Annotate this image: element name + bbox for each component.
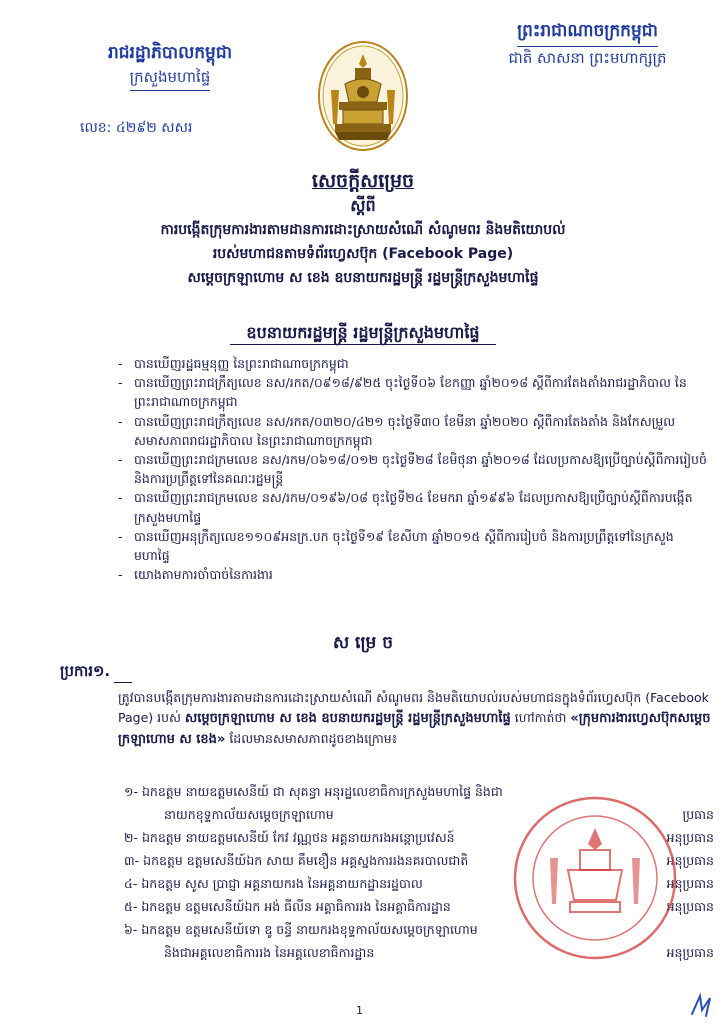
royal-emblem-icon (315, 40, 411, 152)
authority-underline (230, 344, 496, 345)
list-item: - បានឃើញអនុក្រឹត្យលេខ១១០៩អនក្រ.បក ចុះថ្ងៃទី១៩ ខែសីហា ឆ្នាំ២០១៥ ស្តីពីការរៀបចំ និងការប្រព្រឹត្តទៅនៃក្រសួងមហាផ្ទៃ (118, 527, 708, 565)
member-role: អនុប្រធាន (666, 899, 714, 914)
member-text: និងជាអគ្គលេខាធិការរង នៃអគ្គលេខាធិការដ្ឋាន (164, 945, 375, 960)
article-label: ប្រការ១. (60, 662, 111, 680)
list-item: - បានឃើញព្រះរាជក្រឹត្យលេខ នស/រកត/០៩១៨/៩២៥ ចុះថ្ងៃទី០៦ ខែកញ្ញា ឆ្នាំ២០១៨ ស្តីពីការតែងតាំងរាជរដ្ឋាភិបាល នៃព្រះរាជាណាចក្រកម្ពុជា (118, 373, 708, 411)
list-item: - យោងតាមការចាំបាច់នៃការងារ (118, 565, 708, 584)
subject-line-1: ការបង្កើតក្រុមការងារតាមដានការដោះស្រាយសំណើ សំណូមពរ និងមតិយោបល់ (160, 222, 566, 238)
body-bold-2: «ក្រុមការងារហ្វេសប៊ុកសម្តេចក្រឡាហោម ស ខេង» (118, 711, 711, 747)
member-text: ៥- ឯកឧត្តម ឧត្តមសេនីយ៍ឯក អង់ ធីលីន អគ្គាធិការរង នៃអគ្គាធិការដ្ឋាន (124, 899, 451, 914)
list-item: - បានឃើញព្រះរាជក្រមលេខ នស/រកម/០៦១៨/០១២ ចុះថ្ងៃទី២៨ ខែមិថុនា ឆ្នាំ២០១៨ ដែលប្រកាសឱ្យប្រើច្បាប់ស្តីពីការរៀបចំ និងការប្រព្រឹត្តទៅនៃគណៈរដ្ឋមន្ត្រី (118, 450, 708, 488)
member-text: ៦- ឯកឧត្តម ឧត្តមសេនីយ៍ទោ ឌូ ចន្ធី នាយករងខុទ្ទកាល័យសម្តេចក្រឡាហោម (124, 922, 478, 937)
considerations-list (118, 354, 708, 584)
initial-signature-icon (688, 990, 718, 1020)
member-role: អនុប្រធាន (666, 945, 714, 960)
document-number: លេខ: ៤២៩២ សសរ (80, 120, 193, 136)
article-underline (114, 682, 132, 683)
body-text-3: ដែលមានសមាសភាពដូចខាងក្រោម៖ (229, 731, 398, 746)
subject-label: ស្តីពី (350, 196, 376, 215)
member-text: ១- ឯកឧត្តម នាយឧត្តមសេនីយ៍ ជា សុគន្ធា អនុរដ្ឋលេខាធិការក្រសួងមហាផ្ទៃ និងជា (124, 784, 503, 799)
member-text: ៤- ឯកឧត្តម សូស ប្រាជ្ញា អគ្គនាយករង នៃអគ្គនាយកដ្ឋានរដ្ឋបាល (124, 876, 423, 891)
official-seal-icon (510, 788, 680, 968)
list-item: - បានឃើញរដ្ឋធម្មនុញ្ញ នៃព្រះរាជាណាចក្រកម្ពុជា (118, 354, 708, 373)
subject-line-3: សម្តេចក្រឡាហោម ស ខេង ឧបនាយករដ្ឋមន្ត្រី រដ្ឋមន្ត្រីក្រសួងមហាផ្ទៃ (187, 270, 539, 286)
article-body (118, 688, 712, 750)
member-role: អនុប្រធាន (666, 853, 714, 868)
member-text: ២- ឯកឧត្តម នាយឧត្តមសេនីយ៍ កែវ វណ្ណថន អគ្គនាយករងអន្តោប្រវេសន៍ (124, 830, 455, 845)
body-text-2: ហៅកាត់ថា (514, 710, 567, 725)
kingdom-header (480, 18, 695, 69)
member-text: ៣- ឯកឧត្តម ឧត្តមសេនីយ៍ឯក សាយ គឹមខឿន អគ្គស្នងការរងនគរបាលជាតិ (124, 853, 469, 868)
national-motto: ជាតិ សាសនា ព្រះមហាក្សត្រ (508, 49, 667, 67)
decision-title: សេចក្តីសម្រេច (311, 170, 415, 192)
member-role (706, 918, 714, 941)
member-role (706, 780, 714, 803)
ministry-header (70, 40, 270, 91)
decision-heading: ស ម្រេ ច (332, 633, 394, 653)
member-role: ប្រធាន (682, 807, 714, 822)
page-number: 1 (356, 1004, 363, 1017)
body-bold-1: សម្តេចក្រឡាហោម ស ខេង ឧបនាយករដ្ឋមន្ត្រី រដ្ឋមន្ត្រីក្រសួងមហាផ្ទៃ (184, 711, 511, 726)
decision-title-block (60, 168, 666, 290)
government-name: រាជរដ្ឋាភិបាលកម្ពុជា (107, 43, 233, 63)
body-text-1: ត្រូវបានបង្កើតក្រុមការងារតាមដានការដោះស្រាយសំណើ សំណូមពរ និងមតិយោបល់របស់មហាជនក្នុងទំព័រហ្វេសប៊ុក (Facebook Page) របស់ (118, 690, 709, 725)
member-text: នាយកខុទ្ទកាល័យសម្តេចក្រឡាហោម (164, 807, 334, 822)
subject-line-2: របស់មហាជនតាមទំព័រហ្វេសប៊ុក (Facebook Page) (212, 246, 514, 262)
kingdom-name: ព្រះរាជាណាចក្រកម្ពុជា (517, 18, 658, 47)
ministry-name: ក្រសួងមហាផ្ទៃ (130, 66, 211, 91)
list-item: - បានឃើញព្រះរាជក្រឹត្យលេខ នស/រកត/០៣២០/៤២១ ចុះថ្ងៃទី៣០ ខែមីនា ឆ្នាំ២០២០ ស្តីពីការតែងតាំង និងកែសម្រួលសមាសភាពរាជរដ្ឋាភិបាល នៃព្រះរាជាណាចក្រកម្ពុជា (118, 412, 708, 450)
authority-heading: ឧបនាយករដ្ឋមន្ត្រី រដ្ឋមន្ត្រីក្រសួងមហាផ្ទៃ (246, 323, 480, 342)
member-role: អនុប្រធាន (666, 876, 714, 891)
list-item: - បានឃើញព្រះរាជក្រមលេខ នស/រកម/០១៩៦/០៨ ចុះថ្ងៃទី២៤ ខែមករា ឆ្នាំ១៩៩៦ ដែលប្រកាសឱ្យប្រើច្បាប់ស្តីពីការបង្កើតក្រសួងមហាផ្ទៃ (118, 488, 708, 526)
member-role: អនុប្រធាន (666, 830, 714, 845)
